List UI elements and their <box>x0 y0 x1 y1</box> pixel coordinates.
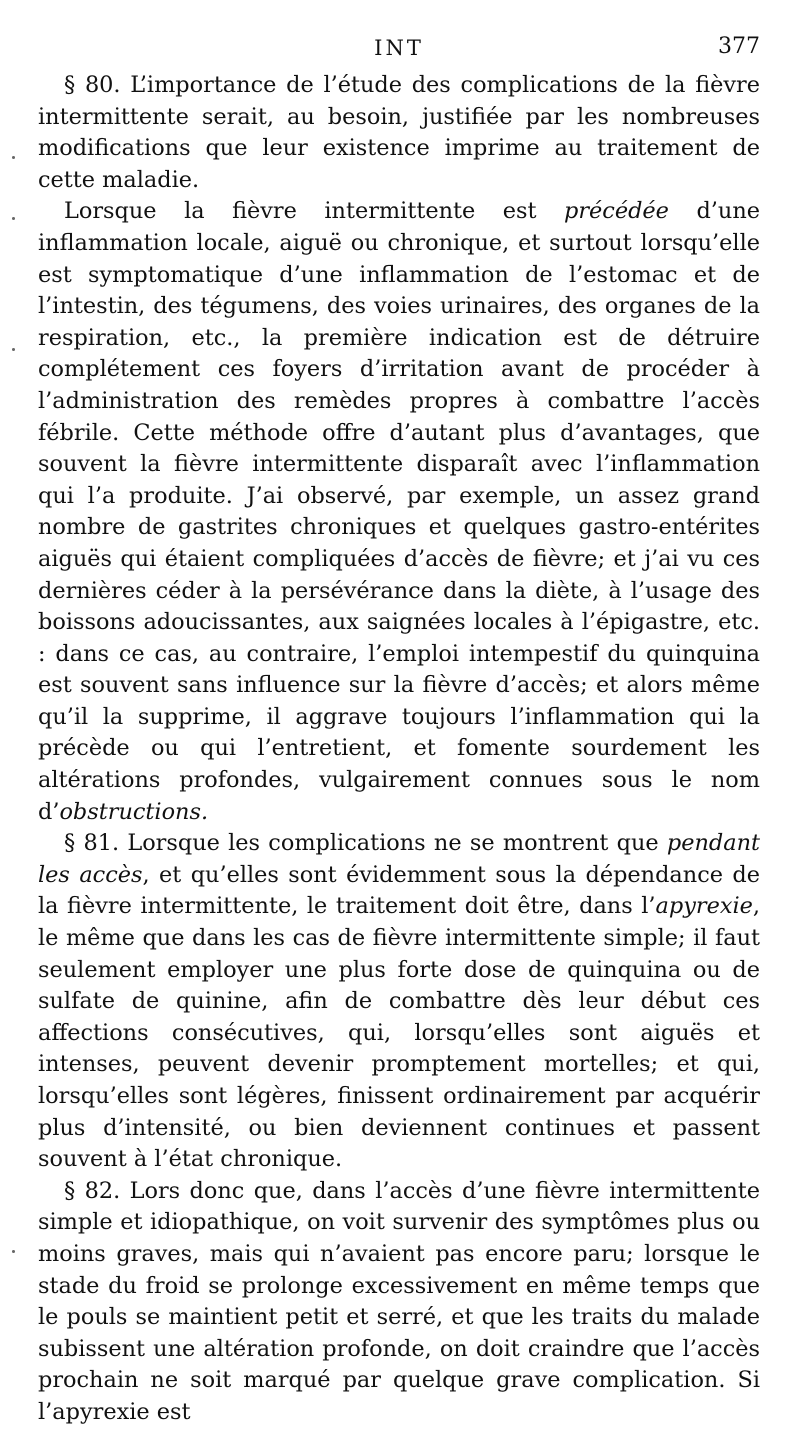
italic-text: pendant les accès <box>38 830 760 888</box>
text-run: , et qu’elles sont évidemment sous la dépendance de la fièvre intermittente, le traitement doit être, dans l’ <box>38 861 760 920</box>
page-header <box>38 30 760 70</box>
text-run: § 80. L’importance de l’étude des complications de la fièvre intermittente serait, au besoin, justifiée par les nombreuses modifications que leur existence imprime au traitement de cette maladie. <box>38 72 760 193</box>
text-run: § 82. Lors donc que, dans l’accès d’une fièvre intermittente simple et idiopathique, on voit survenir des symptômes plus ou moins graves, mais qui n’avaient pas encore paru; lorsque le stade du froid se prolonge excessivement en même temps que le pouls se maintient petit et serré, et que les traits du malade subissent une altération profonde, on doit craindre que l’accès prochain ne soit marqué par quelque grave complication. Si l’apyrexie est <box>38 1177 760 1425</box>
paragraph-p80b <box>38 196 760 828</box>
text-run: Lorsque la fièvre intermittente est <box>64 198 565 225</box>
italic-text: obstructions. <box>59 798 209 825</box>
text-run: § 81. Lorsque les complications ne se montrent que <box>64 830 667 857</box>
book-page <box>38 30 760 1429</box>
paragraph-p80 <box>38 70 760 196</box>
paragraph-p82 <box>38 1176 760 1429</box>
paragraph-p81 <box>38 828 760 1176</box>
running-title: INT <box>374 36 424 60</box>
margin-mark <box>12 156 15 159</box>
margin-mark <box>12 217 15 220</box>
italic-text: précédée <box>564 198 669 225</box>
body-text <box>38 70 760 1429</box>
margin-mark <box>12 348 15 351</box>
text-run: d’une inflammation locale, aiguë ou chronique, et surtout lorsqu’elle est symptomatique d’une inflammation de l’estomac et de l’intestin, des tégumens, des voies urinaires, des organes de la respiration, etc., la première indication est de détruire complétement ces foyers d’irritation avant de procéder à l’administration des remèdes propres à combattre l’accès fébrile. Cette méthode offre d’autant plus d’avantages, que souvent la fièvre intermittente disparaît avec l’inflammation qui l’a produite. J’ai observé, par exemple, un assez grand nombre de gastrites chroniques et quelques gastro-entérites aiguës qui étaient compliquées d’accès de fièvre; et j’ai vu ces dernières céder à la persévérance dans la diète, à l’usage des boissons adoucissantes, aux saignées locales à l’épigastre, etc. : dans ce cas, au contraire, l’emploi intempestif du quinquina est souvent sans influence sur la fièvre d’accès; et alors même qu’il la supprime, il aggrave toujours l’inflammation qui la précède ou qui l’entretient, et fomente sourdement les altérations profondes, vulgairement connues sous le nom d’ <box>38 198 760 825</box>
margin-mark <box>12 1250 15 1253</box>
page-number: 377 <box>718 34 760 59</box>
text-run: , le même que dans les cas de fièvre intermittente simple; il faut seulement employer une plus forte dose de quinquina ou de sulfate de quinine, afin de combattre dès leur début ces affections consécutives, qui, lorsqu’elles sont aiguës et intenses, peuvent devenir promptement mortelles; et qui, lorsqu’elles sont légères, finissent ordinairement par acquérir plus d’intensité, ou bien deviennent continues et passent souvent à l’état chronique. <box>38 893 760 1173</box>
italic-text: apyrexie <box>655 893 753 920</box>
